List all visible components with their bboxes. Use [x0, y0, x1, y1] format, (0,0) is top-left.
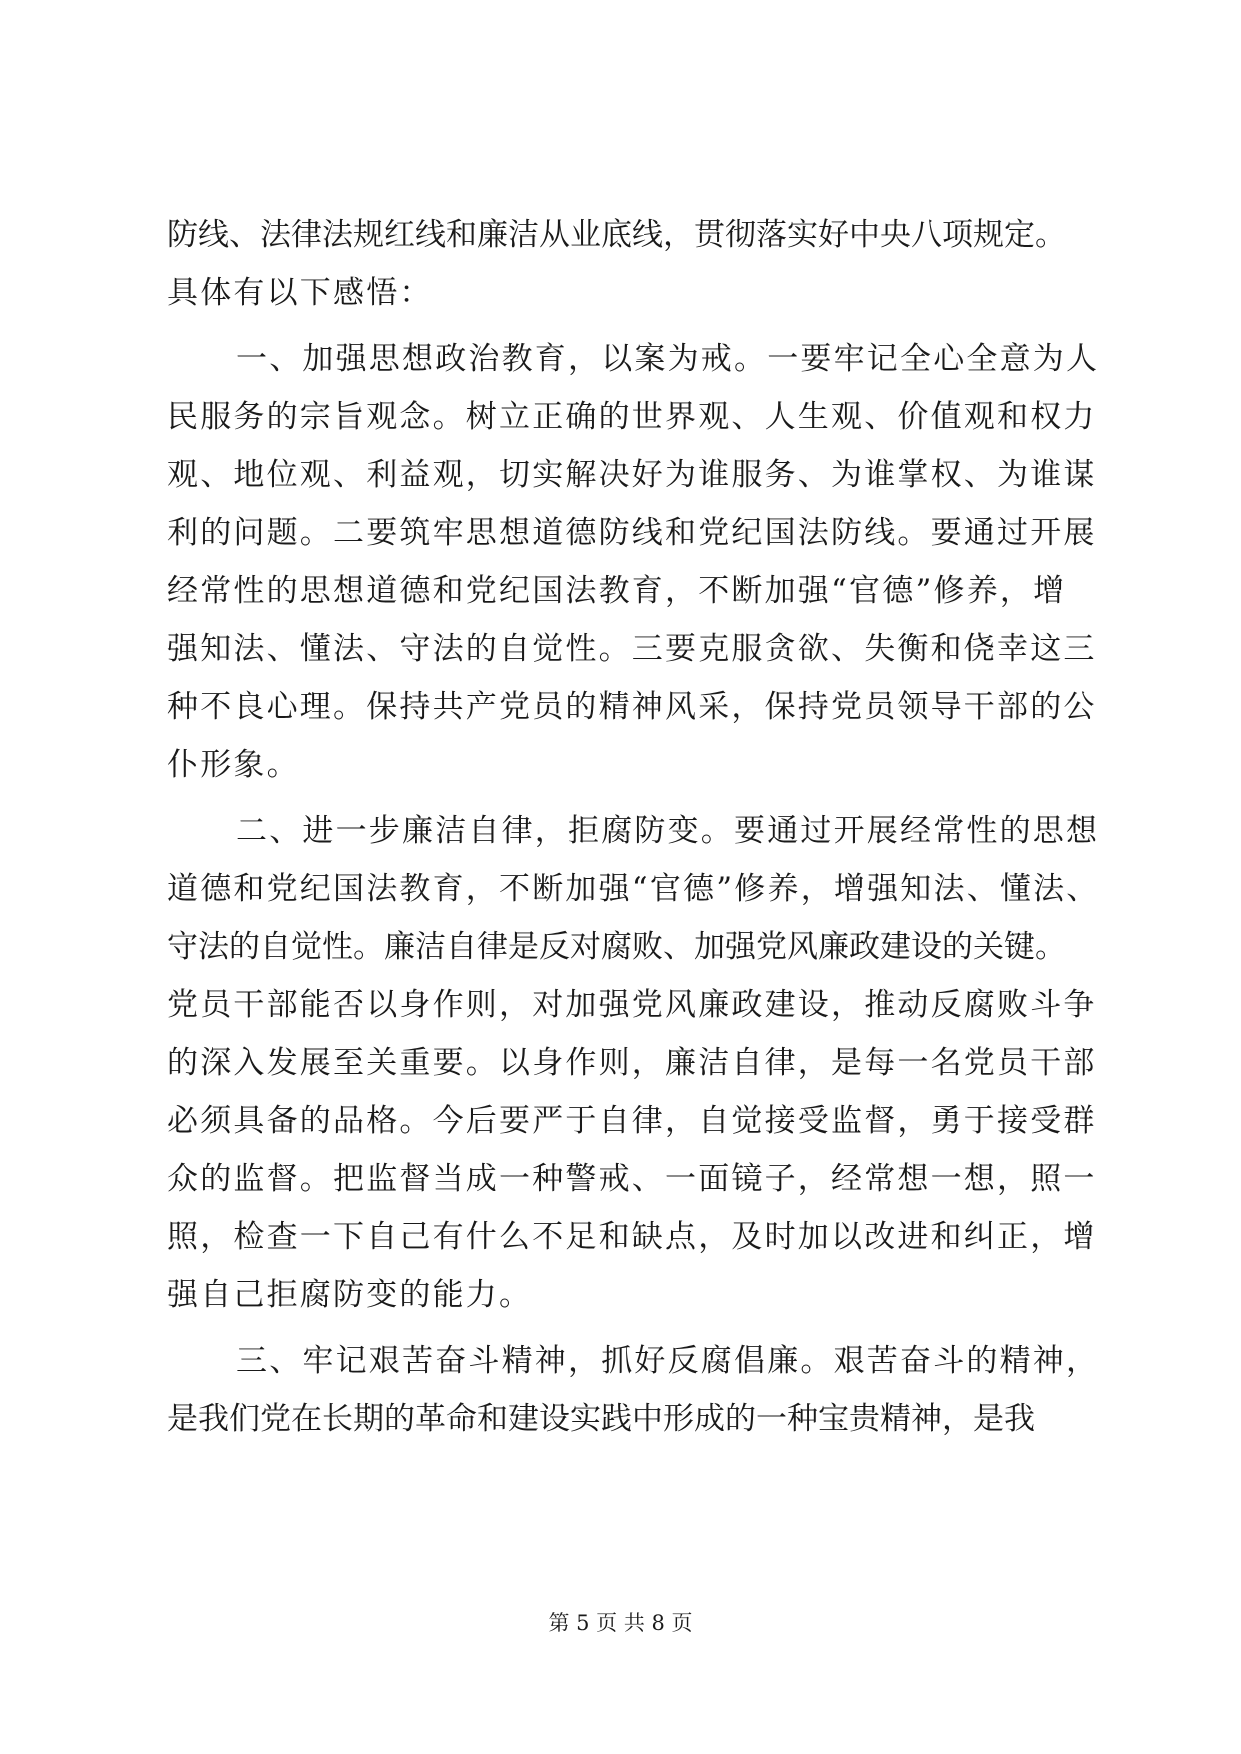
text-line: 一、加强思想政治教育，以案为戒。一要牢记全心全意为人	[236, 341, 1100, 377]
text-line: 必须具备的品格。今后要严于自律，自觉接受监督，勇于接受群	[167, 1103, 1097, 1139]
paragraph-3	[167, 1332, 1100, 1448]
paragraph-2	[167, 802, 1100, 1324]
text-line: 经常性的思想道德和党纪国法教育，不断加强“官德”修养，增	[167, 573, 1067, 609]
text-line: 照，检查一下自己有什么不足和缺点，及时加以改进和纠正，增	[167, 1219, 1097, 1255]
text-line: 众的监督。把监督当成一种警戒、一面镜子，经常想一想，照一	[167, 1161, 1097, 1197]
text-line: 利的问题。二要筑牢思想道德防线和党纪国法防线。要通过开展	[167, 515, 1097, 551]
text-line: 守法的自觉性。廉洁自律是反对腐败、加强党风廉政建设的关键。	[167, 929, 1066, 965]
text-line: 道德和党纪国法教育，不断加强“官德”修养，增强知法、懂法、	[167, 871, 1100, 907]
text-line: 强自己拒腐防变的能力。	[167, 1277, 533, 1313]
text-line: 党员干部能否以身作则，对加强党风廉政建设，推动反腐败斗争	[167, 987, 1097, 1023]
text-line: 强知法、懂法、守法的自觉性。三要克服贪欲、失衡和侥幸这三	[167, 631, 1097, 667]
text-line: 二、进一步廉洁自律，拒腐防变。要通过开展经常性的思想	[236, 813, 1100, 849]
page-footer	[0, 1608, 1241, 1638]
text-line: 种不良心理。保持共产党员的精神风采，保持党员领导干部的公	[167, 689, 1097, 725]
paragraph-1	[167, 330, 1100, 794]
text-line: 三、牢记艰苦奋斗精神，抓好反腐倡廉。艰苦奋斗的精神，	[236, 1343, 1100, 1379]
page-number-label: 第 5 页 共 8 页	[548, 1611, 693, 1635]
body-text	[167, 206, 1100, 1448]
text-line: 的深入发展至关重要。以身作则，廉洁自律，是每一名党员干部	[167, 1045, 1097, 1081]
text-line: 仆形象。	[167, 747, 300, 783]
text-line: 观、地位观、利益观，切实解决好为谁服务、为谁掌权、为谁谋	[167, 457, 1097, 493]
paragraph-continuation	[167, 206, 1075, 322]
text-line: 防线、法律法规红线和廉洁从业底线，贯彻落实好中央八项规定。	[167, 217, 1066, 253]
text-line: 具体有以下感悟：	[167, 275, 433, 311]
text-line: 民服务的宗旨观念。树立正确的世界观、人生观、价值观和权力	[167, 399, 1097, 435]
text-line: 是我们党在长期的革命和建设实践中形成的一种宝贵精神，是我	[167, 1401, 1035, 1437]
